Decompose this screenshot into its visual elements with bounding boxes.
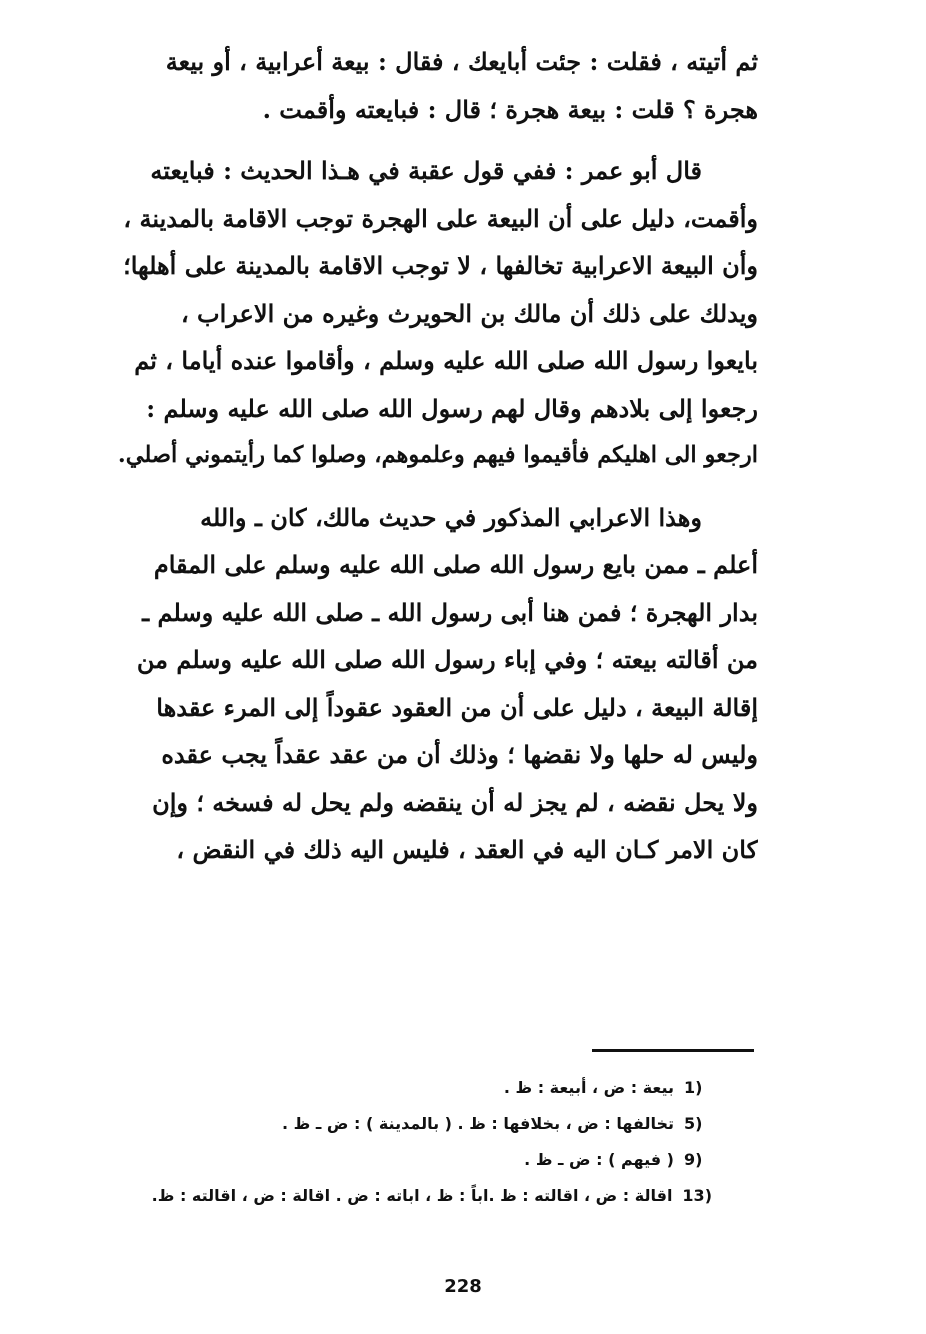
paragraph-3 xyxy=(112,494,758,874)
text-line: بدار الهجرة ؛ فمن هنا أبى رسول الله ـ صلى الله عليه وسلم ـ xyxy=(142,597,758,627)
text-line: وليس له حلها ولا نقضها ؛ وذلك أن من عقد عقداً يجب عقده xyxy=(161,740,758,769)
text-line: هجرة ؟ قلت : بيعة هجرة ؛ قال : فبايعته وأقمت . xyxy=(262,94,758,124)
footnote-number: 13) xyxy=(682,1186,712,1205)
footnote xyxy=(112,1106,712,1142)
text-line: ارجعو الى اهليكم فأقيموا فيهم وعلموهم، وصلوا كما رأيتموني أصلي. xyxy=(117,442,758,468)
footnote-text: تخالفها : ض ، بخلافها : ظ . ( بالمدينة ) : ض ـ ظ . xyxy=(282,1114,674,1133)
text-line: قال أبو عمر : ففي قول عقبة في هـذا الحديث : فبايعته xyxy=(150,156,702,185)
text-line: وهذا الاعرابي المذكور في حديث مالك، كان ـ والله xyxy=(200,502,702,532)
footnote xyxy=(112,1178,712,1214)
footnote-text: بيعة : ض ، أبيعة : ظ . xyxy=(503,1078,674,1097)
footnote-number: 9) xyxy=(684,1150,703,1169)
text-line: ثم أتيته ، فقلت : جئت أبايعك ، فقال : بيعة أعرابية ، أو بيعة xyxy=(165,47,758,76)
footnote-divider xyxy=(592,1049,754,1052)
paragraph-2 xyxy=(112,147,758,480)
page-number: 228 xyxy=(444,1276,482,1297)
text-line: كان الامر كـان اليه في العقد ، فليس اليه ذلك في النقض ، xyxy=(176,835,758,864)
text-line: رجعوا إلى بلادهم وقال لهم رسول الله صلى الله عليه وسلم : xyxy=(146,393,758,423)
footnote-number: 5) xyxy=(684,1114,703,1133)
footnotes xyxy=(112,1070,712,1214)
text-line: من أقالته بيعته ؛ وفي إباء رسول الله صلى الله عليه وسلم من xyxy=(136,645,758,674)
text-line: أعلم ـ ممن بايع رسول الله صلى الله عليه وسلم على المقام xyxy=(153,550,758,579)
text-line: إقالة البيعة ، دليل على أن من العقود عقوداً إلى المرء عقدها xyxy=(156,692,758,722)
text-line: وأن البيعة الاعرابية تخالفها ، لا توجب الاقامة بالمدينة على أهلها؛ xyxy=(123,251,758,280)
footnote xyxy=(112,1070,712,1106)
footnote-text: اقالة : ض ، اقالته : ظ .اباً : ظ ، اباته : ض . اقالة : ض ، اقالته : ظ. xyxy=(151,1186,673,1205)
text-line: وأقمت، دليل على أن البيعة على الهجرة توجب الاقامة بالمدينة ، xyxy=(123,203,758,233)
footnote-number: 1) xyxy=(684,1078,703,1097)
footnote xyxy=(112,1142,712,1178)
main-text xyxy=(112,38,758,888)
text-line: ولا يحل نقضه ، لم يجز له أن ينقضه ولم يحل له فسخه ؛ وإن xyxy=(152,787,758,817)
text-line: ويدلك على ذلك أن مالك بن الحويرث وغيره من الاعراب ، xyxy=(180,298,758,328)
footnote-text: ( فيهم ) : ض ـ ظ . xyxy=(524,1150,674,1169)
paragraph-1 xyxy=(112,38,758,133)
text-line: بايعوا رسول الله صلى الله عليه وسلم ، وأقاموا عنده أياما ، ثم xyxy=(134,346,758,375)
